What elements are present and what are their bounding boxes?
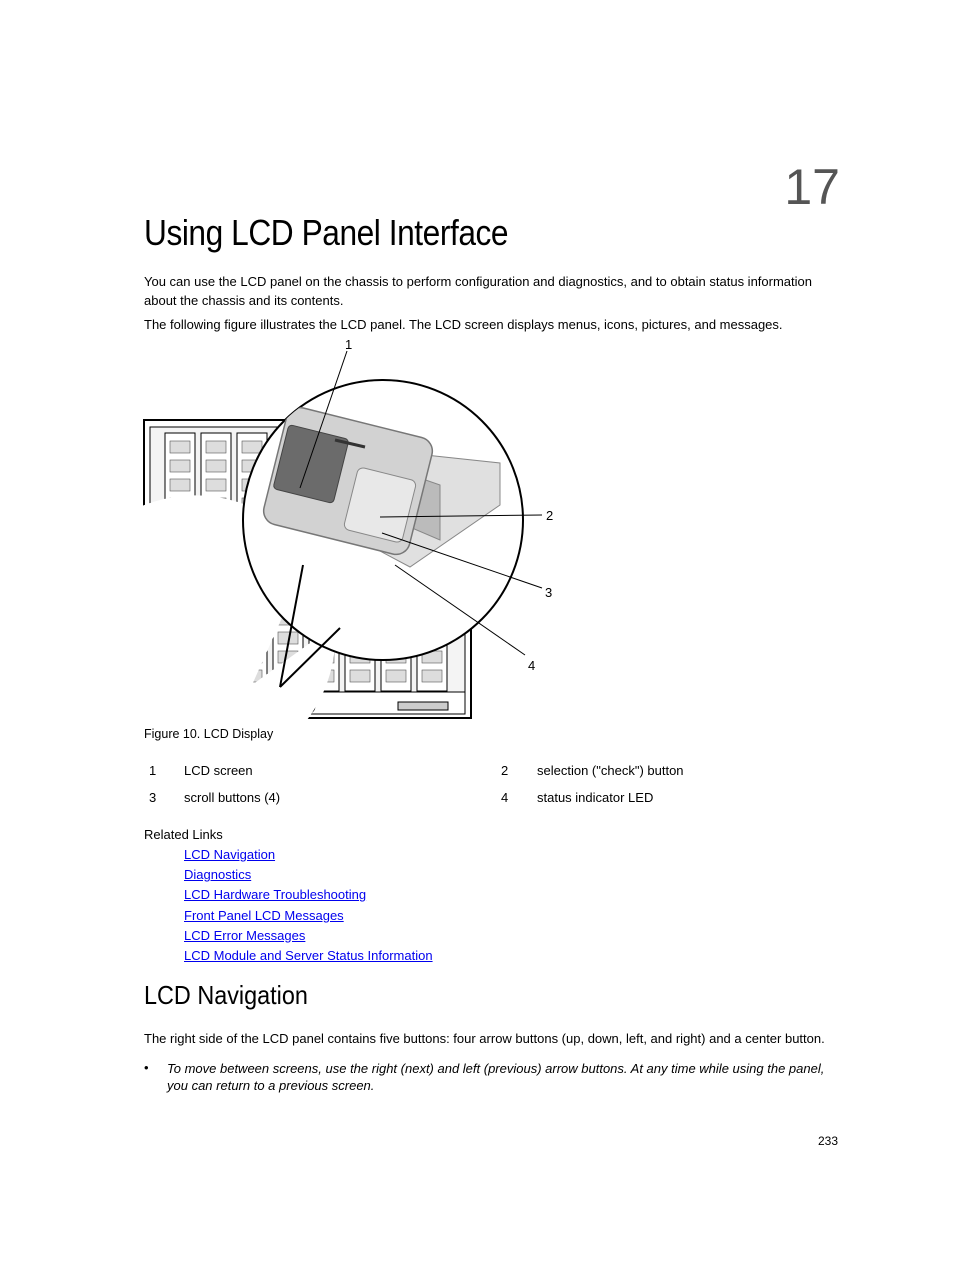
intro-paragraph-1: You can use the LCD panel on the chassis to perform configuration and diagnostics, and to obtain status information about the chassis and its contents. [144,274,812,308]
link-front-panel-lcd-messages[interactable]: Front Panel LCD Messages [184,907,344,923]
legend-number: 4 [501,790,509,805]
intro-paragraph-2: The following figure illustrates the LCD panel. The LCD screen displays menus, icons, pictures, and messages. [144,317,783,332]
link-lcd-hardware-troubleshooting[interactable]: LCD Hardware Troubleshooting [184,887,367,903]
link-lcd-navigation[interactable]: LCD Navigation [184,847,276,862]
legend-row [144,760,824,787]
section-title: LCD Navigation [144,980,308,1010]
legend-label: LCD screen [184,763,253,778]
bullet-item: To move between screens, use the right (next) and left (previous) arrow buttons. At any time while using the panel, you can return to a previous screen. [167,1061,825,1093]
lcd-display-figure [140,335,580,725]
callout-4: 4 [528,658,536,673]
chapter-title: Using LCD Panel Interface [144,212,509,253]
link-lcd-error-messages[interactable]: LCD Error Messages [184,927,306,943]
legend-label: selection ("check") button [537,763,684,778]
link-lcd-module-server-status[interactable]: LCD Module and Server Status Information [184,947,433,963]
page-number: 233 [817,1134,838,1148]
legend-number: 1 [149,763,157,778]
link-diagnostics[interactable]: Diagnostics [184,867,252,883]
legend-number: 2 [501,763,509,778]
related-links-heading: Related Links [144,827,223,842]
legend-row [144,787,824,814]
legend-label: status indicator LED [537,790,654,805]
chapter-number: 17 [784,159,840,215]
figure-legend-table [144,760,824,814]
section-paragraph: The right side of the LCD panel contains five buttons: four arrow buttons (up, down, left, and right) and a center button. [144,1031,825,1046]
callout-3: 3 [545,585,553,600]
legend-number: 3 [149,790,157,805]
legend-label: scroll buttons (4) [184,790,281,805]
bullet-mark: • [144,1060,149,1075]
figure-caption: Figure 10. LCD Display [144,727,274,741]
callout-2: 2 [546,508,554,523]
callout-1: 1 [345,337,353,352]
related-links-list [184,846,433,967]
